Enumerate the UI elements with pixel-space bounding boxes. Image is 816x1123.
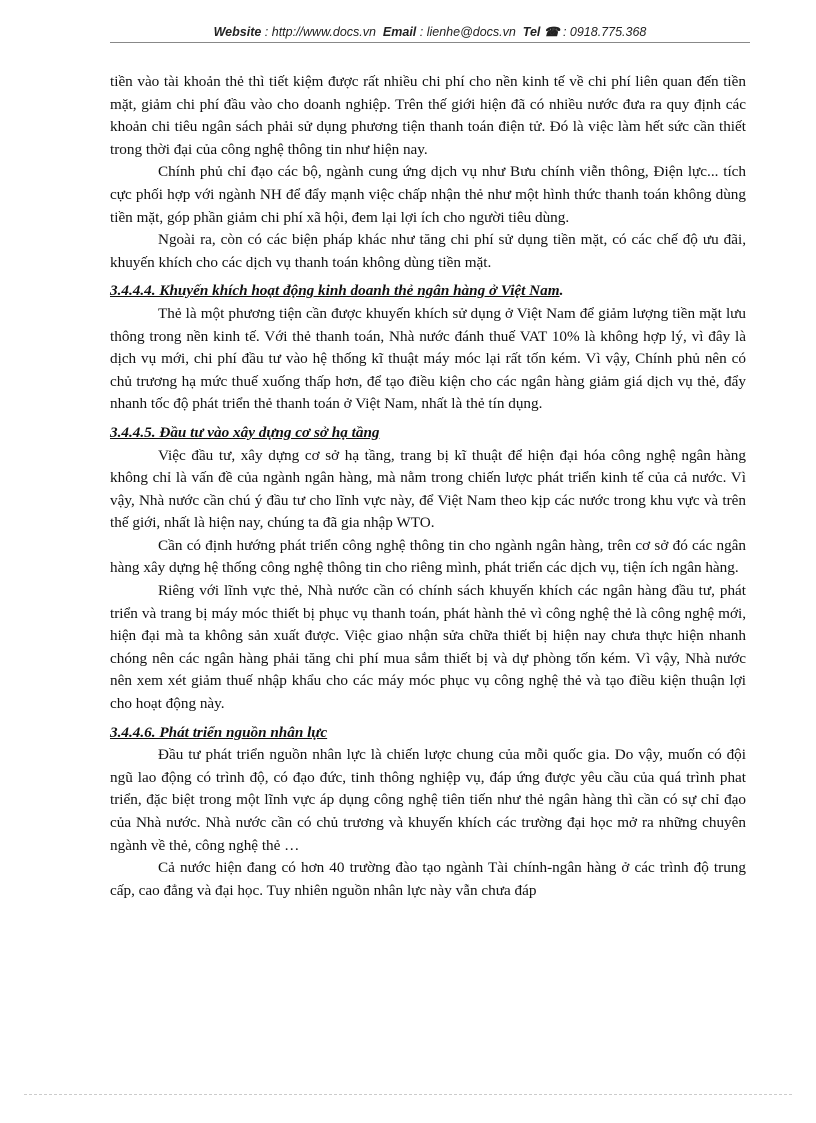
section-heading-3-4-4-6: [110, 722, 746, 745]
header-divider: [110, 42, 750, 43]
section-heading-suffix: .: [559, 282, 564, 300]
section-heading-3-4-4-5: [110, 422, 746, 445]
paragraph: tiền vào tài khoản thẻ thì tiết kiệm được rất nhiều chi phí cho nền kinh tế về chi phí liên quan đến tiền mặt, giảm chi phí đầu vào cho doanh nghiệp. Trên thế giới hiện đã có nhiều nước đưa ra quy định các khoản chi tiêu ngân sách phải sử dụng phương tiện thanh toán điện tử. Đó là việc làm hết sức cần thiết trong thời đại của công nghệ thông tin như hiện nay.: [110, 73, 746, 158]
tel-value: : 0918.775.368: [562, 25, 647, 39]
footer-divider: [24, 1094, 792, 1095]
email-label: Email: [382, 25, 417, 39]
section-heading-3-4-4-4: [110, 280, 746, 303]
paragraph: Đầu tư phát triển nguồn nhân lực là chiến lược chung của mỗi quốc gia. Do vậy, muốn có đội ngũ lao động có trình độ, có đạo đức, tinh thông nghiệp vụ, đáp ứng được yêu cầu của quá trình phat triển, đặc biệt trong một lĩnh vực áp dụng công nghệ tiên tiến như thẻ ngân hàng thì cần có sự chỉ đạo của Nhà nước. Nhà nước cần có chủ trương và khuyến khích các trường đại học mở ra những chuyên ngành về thẻ, công nghệ thẻ …: [110, 746, 746, 854]
page-header: [110, 24, 750, 39]
paragraph: Ngoài ra, còn có các biện pháp khác như tăng chi phí sử dụng tiền mặt, có các chế độ ưu đãi, khuyến khích cho các dịch vụ thanh toán không dùng tiền mặt.: [110, 231, 746, 271]
tel-label: Tel: [522, 25, 541, 39]
paragraph: Chính phủ chỉ đạo các bộ, ngành cung ứng dịch vụ như Bưu chính viễn thông, Điện lực... tích cực phối hợp với ngành NH để đẩy mạnh việc chấp nhận thẻ như một hình thức thanh toán không dùng tiền mặt, góp phần giảm chi phí xã hội, đem lại lợi ích cho người tiêu dùng.: [110, 163, 746, 226]
document-body: [110, 71, 746, 902]
section-heading-text: 3.4.4.4. Khuyến khích hoạt động kinh doanh thẻ ngân hàng ở Việt Nam: [110, 282, 560, 300]
website-label: Website: [213, 25, 262, 39]
paragraph: Việc đầu tư, xây dựng cơ sở hạ tầng, trang bị kĩ thuật để hiện đại hóa công nghệ ngân hàng không chỉ là vấn đề của ngành ngân hàng, mà nằm trong chiến lược phát triển kinh tế của cả nước. Vì vậy, Nhà nước cần chú ý đầu tư cho lĩnh vực này, để Việt Nam theo kịp các nước trong khu vực và trên thế giới, nhất là hiện nay, chúng ta đã gia nhập WTO.: [110, 446, 746, 532]
paragraph: Cả nước hiện đang có hơn 40 trường đào tạo ngành Tài chính-ngân hàng ở các trình độ trung cấp, cao đẳng và đại học. Tuy nhiên nguồn nhân lực này vẫn chưa đáp: [110, 859, 746, 899]
paragraph: Thẻ là một phương tiện cần được khuyến khích sử dụng ở Việt Nam để giảm lượng tiền mặt lưu thông trong nền kinh tế. Với thẻ thanh toán, Nhà nước đánh thuế VAT 10% là không hợp lý, vì đây là dịch vụ mới, chi phí đầu tư vào hệ thống kĩ thuật máy móc lại rất tốn kém. Vì vậy, Chính phủ nên có chủ trương hạ mức thuế xuống thấp hơn, để tạo điều kiện cho các ngân hàng giảm giá dịch vụ thẻ, đẩy nhanh tốc độ phát triển thẻ thanh toán ở Việt Nam, nhất là thẻ tín dụng.: [110, 304, 746, 413]
section-heading-text: 3.4.4.5. Đầu tư vào xây dựng cơ sở hạ tầng: [110, 423, 380, 441]
paragraph: Cần có định hướng phát triển công nghệ thông tin cho ngành ngân hàng, trên cơ sở đó các ngân hàng xây dựng hệ thống công nghệ thông tin cho riêng mình, phát triển các dịch vụ, tiện ích ngân hàng.: [110, 536, 746, 577]
phone-icon: ☎: [543, 25, 560, 39]
website-value: : http://www.docs.vn: [264, 25, 376, 39]
section-heading-text: 3.4.4.6. Phát triển nguồn nhân lực: [110, 723, 328, 741]
email-value: : lienhe@docs.vn: [419, 25, 516, 39]
paragraph: Riêng với lĩnh vực thẻ, Nhà nước cần có chính sách khuyến khích các ngân hàng đầu tư, phát triển và trang bị máy móc thiết bị phục vụ thanh toán, phát hành thẻ vì công nghệ thẻ là công nghệ mới, hiện đại mà ta không sản xuất được. Việc giao nhận sửa chữa thiết bị hiện nay chưa thực hiện nhanh chóng nên các ngân hàng phải tăng chi phí mua sắm thiết bị và dự phòng tốn kém. Vì vậy, Nhà nước nên xem xét giảm thuế nhập khẩu cho các máy móc phục vụ công nghệ thẻ và tạo điều kiện thuận lợi cho hoạt động này.: [110, 582, 746, 713]
